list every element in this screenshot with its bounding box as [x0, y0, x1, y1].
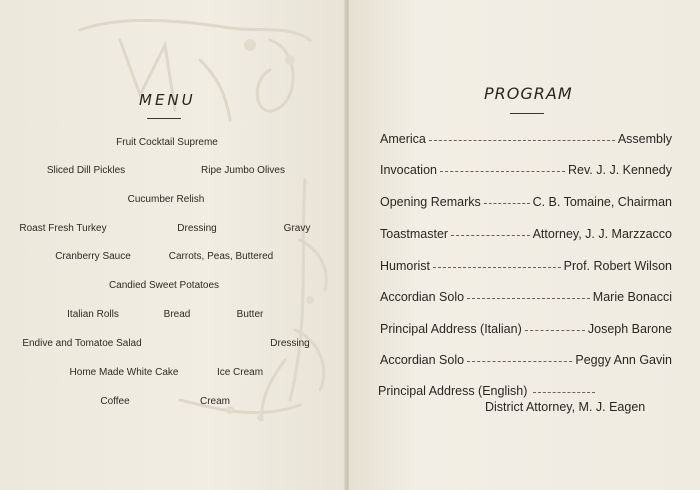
program-part: Accordian Solo [380, 353, 465, 367]
program-performer: Rev. J. J. Kennedy [568, 163, 672, 177]
menu-item-coffee: Coffee [100, 396, 130, 407]
program-row-english-address [378, 384, 678, 414]
program-heading-rule [510, 113, 544, 114]
program-part: Invocation [380, 163, 437, 177]
program-performer: Marie Bonacci [592, 290, 672, 304]
menu-page [0, 0, 346, 490]
dotted-leader [451, 235, 530, 236]
program-part: America [380, 132, 426, 146]
dotted-leader [533, 392, 595, 393]
menu-heading-rule [147, 118, 181, 119]
program-part: Accordian Solo [380, 290, 465, 304]
program-row-opening-remarks [380, 195, 672, 209]
program-performer: Joseph Barone [587, 322, 672, 336]
menu-item-cream: Cream [199, 396, 231, 407]
program-performer: Peggy Ann Gavin [575, 353, 672, 367]
menu-item-fruit-cocktail: Fruit Cocktail Supreme [116, 137, 218, 148]
program-performer: Assembly [617, 132, 672, 146]
program-row-accordian-solo-2 [380, 353, 672, 367]
dotted-leader [467, 298, 590, 299]
program-part: Humorist [380, 259, 431, 273]
menu-item-butter: Butter [236, 309, 264, 320]
menu-item-roast-turkey: Roast Fresh Turkey [19, 223, 107, 234]
menu-item-gravy: Gravy [283, 223, 311, 234]
menu-item-dill-pickles: Sliced Dill Pickles [46, 165, 126, 176]
menu-item-carrots-peas: Carrots, Peas, Buttered [168, 251, 274, 262]
dotted-leader [467, 361, 572, 362]
dotted-leader [433, 267, 561, 268]
menu-item-cranberry-sauce: Cranberry Sauce [55, 251, 131, 262]
program-row-accordian-solo-1 [380, 290, 672, 304]
menu-item-sweet-potatoes: Candied Sweet Potatoes [108, 280, 220, 291]
program-row-italian-address [380, 322, 672, 336]
program-part: Toastmaster [380, 227, 449, 241]
menu-item-cucumber-relish: Cucumber Relish [127, 194, 205, 205]
program-part: Principal Address (Italian) [380, 322, 522, 336]
menu-item-salad-dressing: Dressing [270, 338, 310, 349]
dotted-leader [484, 203, 530, 204]
program-part: Principal Address (English) [378, 384, 528, 398]
program-row-humorist [380, 259, 672, 273]
program-performer: Prof. Robert Wilson [563, 259, 672, 273]
dotted-leader [525, 330, 585, 331]
menu-item-bread: Bread [163, 309, 191, 320]
menu-item-olives: Ripe Jumbo Olives [201, 165, 285, 176]
dotted-leader [440, 171, 565, 172]
menu-item-ice-cream: Ice Cream [216, 367, 264, 378]
program-row-toastmaster [380, 227, 672, 241]
menu-item-endive-salad: Endive and Tomatoe Salad [22, 338, 142, 349]
program-row-invocation [380, 163, 672, 177]
program-row-america [380, 132, 672, 146]
menu-item-dressing: Dressing [177, 223, 217, 234]
menu-heading: MENU [139, 91, 196, 109]
embossed-floral-decoration [0, 0, 346, 490]
program-page [349, 0, 700, 490]
dotted-leader [429, 140, 615, 141]
program-performer: District Attorney, M. J. Eagen [485, 400, 646, 414]
program-heading: PROGRAM [484, 84, 573, 103]
menu-item-italian-rolls: Italian Rolls [67, 309, 119, 320]
menu-item-white-cake: Home Made White Cake [69, 367, 179, 378]
program-performer: Attorney, J. J. Marzzacco [532, 227, 672, 241]
program-part: Opening Remarks [380, 195, 481, 209]
program-performer: C. B. Tomaine, Chairman [532, 195, 672, 209]
